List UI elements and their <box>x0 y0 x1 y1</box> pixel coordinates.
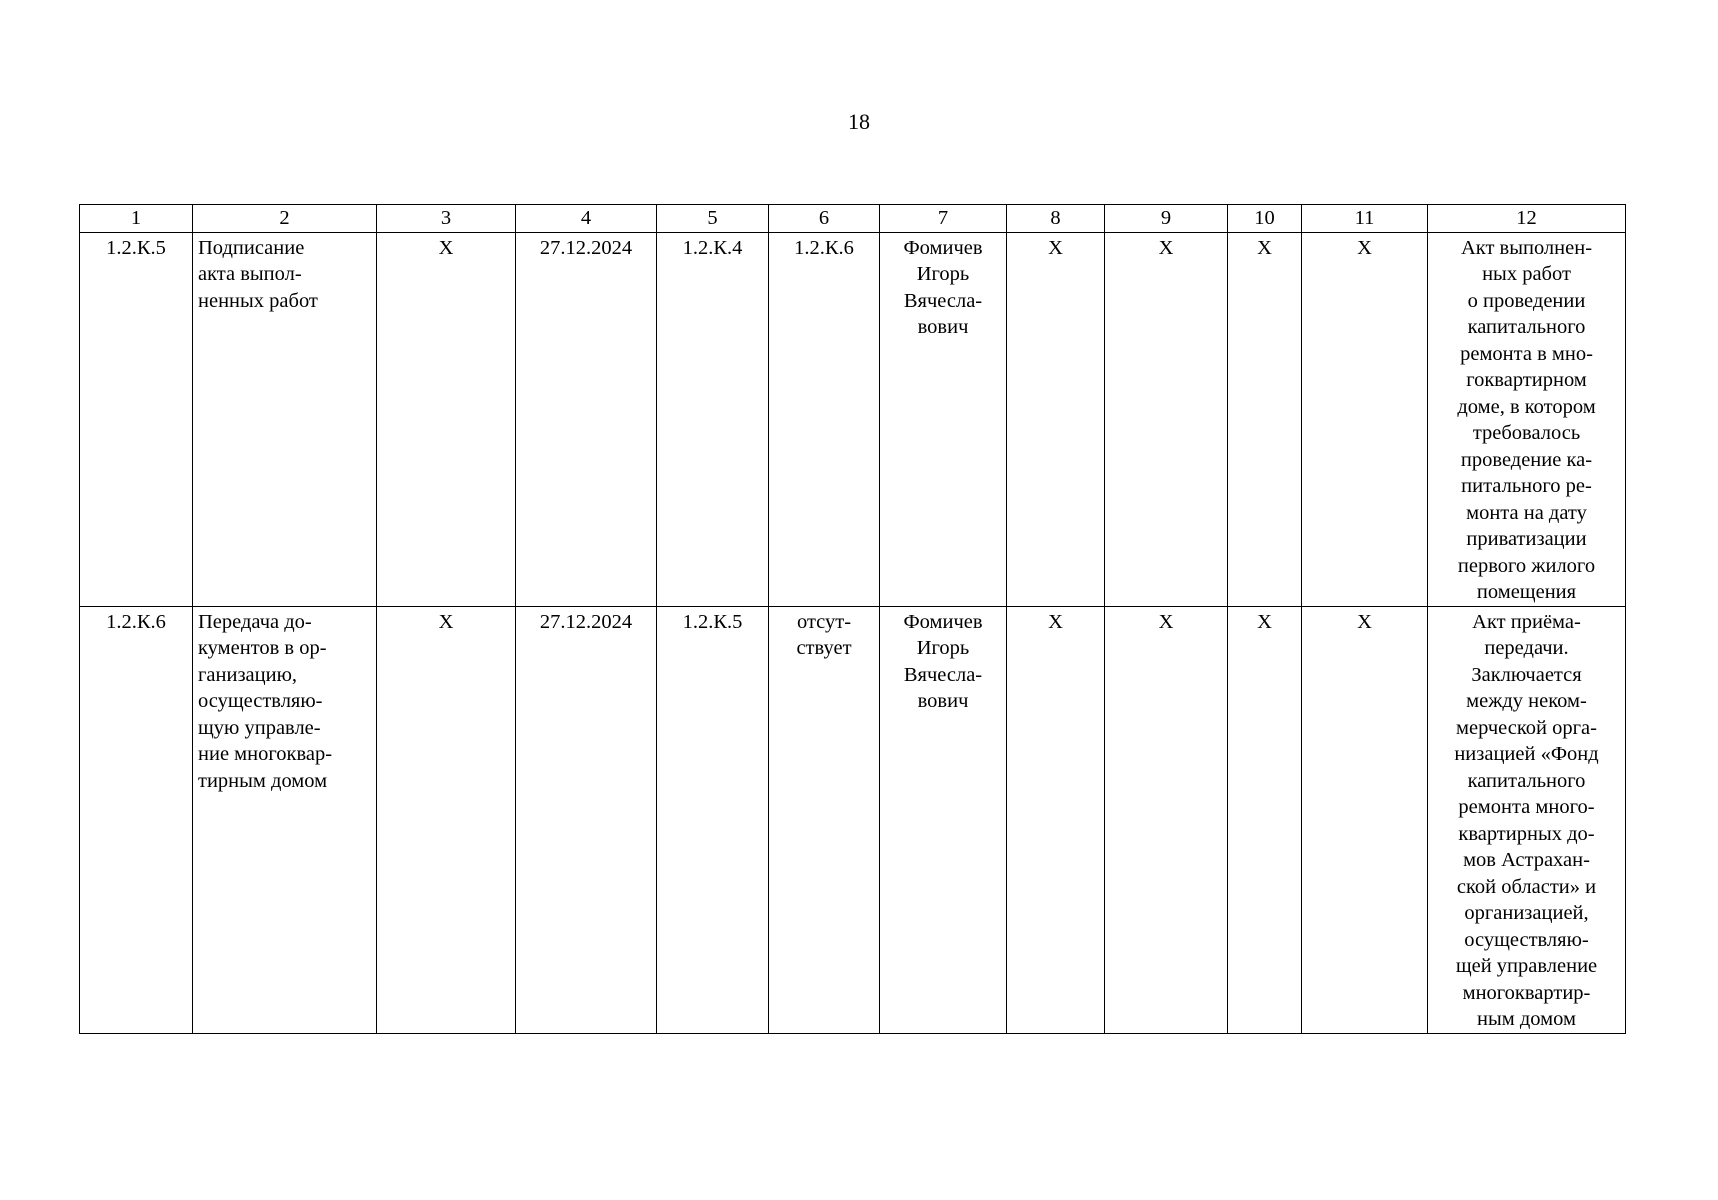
x-mark-cell: Х <box>1105 606 1228 1033</box>
x-mark-cell: Х <box>1007 606 1105 1033</box>
responsible-person-cell: Фомичев Игорь Вячесла- вович <box>880 606 1007 1033</box>
next-step-cell: отсут- ствует <box>769 606 880 1033</box>
date-cell: 27.12.2024 <box>516 232 657 606</box>
table-row <box>80 232 1626 606</box>
column-header: 11 <box>1302 205 1428 233</box>
x-mark-cell: Х <box>1007 232 1105 606</box>
column-header: 1 <box>80 205 193 233</box>
date-cell: 27.12.2024 <box>516 606 657 1033</box>
next-step-cell: 1.2.К.6 <box>769 232 880 606</box>
action-cell: Подписание акта выпол- ненных работ <box>193 232 377 606</box>
x-mark-cell: Х <box>1228 606 1302 1033</box>
responsible-person-cell: Фомичев Игорь Вячесла- вович <box>880 232 1007 606</box>
x-mark-cell: Х <box>1228 232 1302 606</box>
step-code-cell: 1.2.К.5 <box>80 232 193 606</box>
x-mark-cell: Х <box>377 606 516 1033</box>
column-header: 9 <box>1105 205 1228 233</box>
column-header: 10 <box>1228 205 1302 233</box>
column-header: 8 <box>1007 205 1105 233</box>
table-header-row <box>80 205 1626 233</box>
result-document-cell: Акт приёма- передачи. Заключается между неком- мерческой орга- низацией «Фонд капитального ремонта много- квартирных до- мов Астрахан- ской области» и организацией, осуществляю- щей управление многоквартир- ным домом <box>1428 606 1626 1033</box>
table-row <box>80 606 1626 1033</box>
result-document-cell: Акт выполнен- ных работ о проведении капитального ремонта в мно- гоквартирном доме, в котором требовалось проведение ка- питального ре- монта на дату приватизации первого жилого помещения <box>1428 232 1626 606</box>
x-mark-cell: Х <box>1302 606 1428 1033</box>
previous-step-cell: 1.2.К.5 <box>657 606 769 1033</box>
x-mark-cell: Х <box>1302 232 1428 606</box>
x-mark-cell: Х <box>1105 232 1228 606</box>
column-header: 12 <box>1428 205 1626 233</box>
column-header: 5 <box>657 205 769 233</box>
column-header: 4 <box>516 205 657 233</box>
document-table <box>79 204 1626 1034</box>
column-header: 3 <box>377 205 516 233</box>
column-header: 6 <box>769 205 880 233</box>
column-header: 7 <box>880 205 1007 233</box>
page-number: 18 <box>848 109 870 134</box>
previous-step-cell: 1.2.К.4 <box>657 232 769 606</box>
step-code-cell: 1.2.К.6 <box>80 606 193 1033</box>
column-header: 2 <box>193 205 377 233</box>
x-mark-cell: Х <box>377 232 516 606</box>
action-cell: Передача до- кументов в ор- ганизацию, осуществляю- щую управле- ние многоквар- тирным домом <box>193 606 377 1033</box>
